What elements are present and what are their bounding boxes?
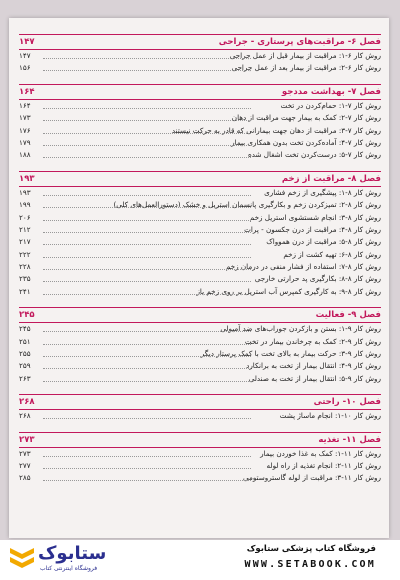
entry-title: روش کار ۸-۳: انجام شستشوی استریل زخم [249,212,381,222]
toc-entry [19,273,381,285]
toc-entry [19,212,381,224]
entry-page-number: ۱۷۳ [19,113,31,123]
logo-wordmark: ستابوک [38,543,107,564]
entry-page-number: ۲۴۱ [19,286,31,296]
logo-subtitle: فروشگاه اینترنتی کتاب [40,565,98,572]
chapter-heading [19,432,381,448]
entry-title: روش کار ۷-۳: مراقبت از دهان جهت بیمارانی که قادر به حرکت نیستند [171,125,381,135]
entry-title: روش کار ۱۰-۱: انجام ماساژ پشت [279,411,381,421]
entry-title: روش کار ۱۱-۱: کمک به غذا خوردن بیمار [260,448,381,458]
chapter-section [19,307,381,385]
chapter-heading [19,34,381,50]
entry-page-number: ۱۵۶ [19,63,31,73]
chapter-page-number: ۲۴۵ [19,310,35,321]
entry-page-number: ۱۸۸ [19,150,31,160]
entry-title: روش کار ۸-۶: تهیه کشت از زخم [283,249,381,259]
toc-entry [19,472,381,484]
toc-entry [19,187,381,199]
toc-entry [19,112,381,124]
entry-title: روش کار ۹-۱: بستن و بازکردن جوراب‌های ضد آمبولی [220,324,381,334]
toc-entry [19,448,381,460]
entry-page-number: ۲۷۷ [19,460,31,470]
chapter-section [19,432,381,485]
entry-page-number: ۲۴۵ [19,324,31,334]
toc-entry [19,373,381,385]
toc-entry [19,50,381,62]
chapter-title: فصل ۶- مراقبت‌های پرستاری - جراحی [218,37,381,47]
setabook-logo-icon [8,544,36,572]
entry-page-number: ۲۷۳ [19,448,31,458]
chapter-page-number: ۱۴۷ [19,37,35,47]
entry-title: روش کار ۶-۲: مراقبت از بیمار بعد از عمل جراحی [231,63,381,73]
toc-entry [19,460,381,472]
toc-entry [19,261,381,273]
entry-page-number: ۲۲۸ [19,262,31,272]
entry-page-number: ۱۷۹ [19,137,31,147]
chapter-heading [19,84,381,100]
entry-title: روش کار ۷-۴: آماده‌کردن تخت بدون همکاری بیمار [231,137,381,147]
table-of-contents [19,34,381,494]
entry-page-number: ۱۷۶ [19,125,31,135]
entry-page-number: ۲۵۹ [19,361,31,371]
entry-title: روش کار ۹-۲: کمک به چرخاندن بیمار در تخت [244,336,381,346]
entry-page-number: ۱۴۷ [19,51,31,60]
toc-entry [19,149,381,161]
toc-entry [19,323,381,335]
entry-page-number: ۲۵۱ [19,336,31,346]
entry-title: روش کار ۹-۴: انتقال بیمار از تخت به برانکارد [246,361,381,371]
entry-page-number: ۲۳۵ [19,274,31,284]
shop-url-link[interactable]: WWW.SETABOOK.COM [244,559,376,570]
entry-title: روش کار ۷-۱: حمام‌کردن در تخت [280,100,381,110]
entry-page-number: ۱۶۴ [19,100,31,110]
entry-title: روش کار ۷-۵: درست‌کردن تخت اشغال شده [247,150,381,160]
entry-title: روش کار ۸-۴: مراقبت از درن جکسون - پرات [244,224,381,234]
chapter-page-number: ۲۶۸ [19,397,35,408]
toc-entry [19,249,381,261]
chapter-page-number: ۱۶۴ [19,86,35,97]
toc-entry [19,336,381,348]
chapter-title: فصل ۱۰- راحتی [313,397,381,408]
entry-title: روش کار ۶-۱: مراقبت از بیمار قبل از عمل جراحی [229,51,381,60]
toc-entry [19,410,381,422]
entry-title: روش کار ۸-۲: تمیزکردن زخم و بکارگیری پانسمان استریل و خشک (دستورالعمل‌های کلی) [113,200,381,210]
entry-page-number: ۲۶۸ [19,411,31,421]
entry-page-number: ۲۶۳ [19,373,31,383]
chapter-section [19,34,381,75]
chapter-section [19,84,381,162]
entry-page-number: ۲۱۷ [19,237,31,247]
chapter-title: فصل ۹- فعالیت [315,310,381,321]
toc-entry [19,286,381,298]
toc-entry [19,236,381,248]
chapter-heading [19,171,381,187]
chapter-section [19,394,381,422]
shop-name: فروشگاه کتاب پزشکی ستابوک [246,544,376,554]
entry-page-number: ۲۰۶ [19,212,31,222]
entry-title: روش کار ۱۱-۲: انجام تغذیه از راه لوله [266,460,381,470]
chapter-section [19,171,381,299]
entry-page-number: ۱۹۳ [19,187,31,197]
entry-page-number: ۲۲۲ [19,249,31,259]
chapter-title: فصل ۱۱- تغذیه [318,434,381,445]
entry-title: روش کار ۸-۵: مراقبت از درن هموواک [266,237,381,247]
toc-entry [19,137,381,149]
book-page [9,18,389,538]
entry-title: روش کار ۷-۲: کمک به بیمار جهت مراقبت از دهان [231,113,381,123]
entry-title: روش کار ۸-۱: پیشگیری از زخم فشاری [264,187,381,197]
chapter-page-number: ۱۹۳ [19,173,35,184]
entry-title: روش کار ۸-۸: بکارگیری پد حرارتی خارجی [254,274,381,284]
toc-entry [19,199,381,211]
entry-page-number: ۲۵۵ [19,349,31,359]
entry-page-number: ۲۸۵ [19,473,31,483]
entry-title: روش کار ۹-۳: حرکت بیمار به بالای تخت با کمک پرستار دیگر [200,349,381,359]
chapter-title: فصل ۷- بهداشت مددجو [281,86,381,97]
toc-entry [19,360,381,372]
entry-page-number: ۲۱۲ [19,224,31,234]
entry-title: روش کار ۸-۹: به کارگیری کمپرس آب استریل بر روی زخم باز [196,286,381,296]
chapter-title: فصل ۸- مراقبت از زخم [281,173,381,184]
entry-title: روش کار ۱۱-۳: مراقبت از لوله گاستروستومی [242,473,381,483]
toc-entry [19,348,381,360]
entry-page-number: ۱۹۹ [19,200,31,210]
toc-entry [19,224,381,236]
toc-entry [19,62,381,74]
chapter-page-number: ۲۷۳ [19,434,35,445]
entry-title: روش کار ۹-۵: انتقال بیمار از تخت به صندلی [248,373,381,383]
chapter-heading [19,394,381,410]
entry-title: روش کار ۸-۷: استفاده از فشار منفی در درمان زخم [225,262,381,272]
footer-banner [0,540,400,580]
toc-entry [19,125,381,137]
toc-entry [19,100,381,112]
chapter-heading [19,307,381,323]
